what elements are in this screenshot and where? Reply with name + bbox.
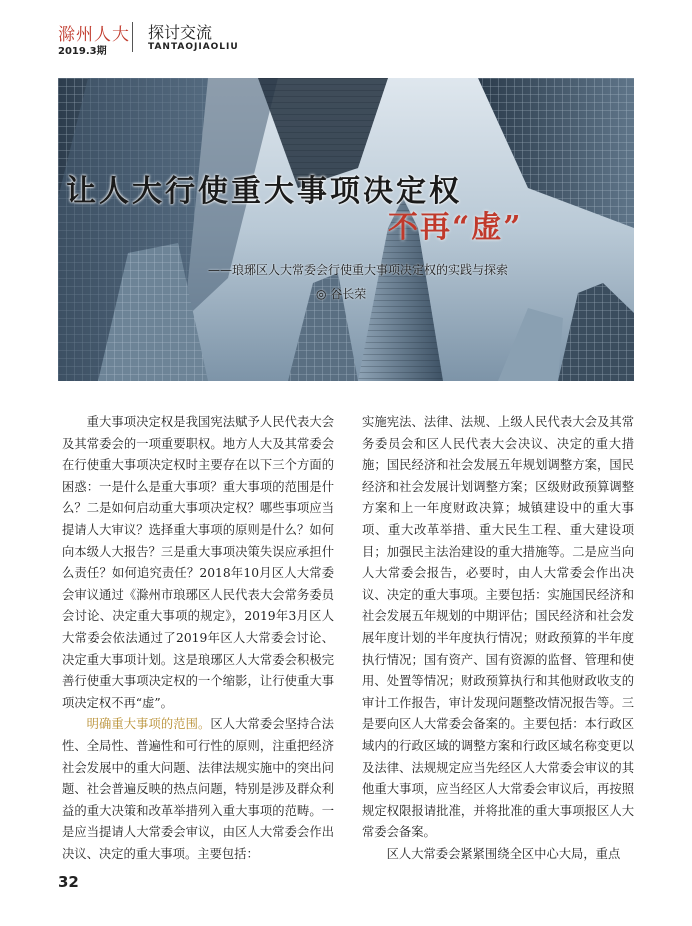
article-title: 让人大行使重大事项决定权 xyxy=(66,174,462,209)
paragraph: 区人大常委会紧紧围绕全区中心大局，重点 xyxy=(386,846,621,861)
highlight-lead: 明确重大事项的范围。 xyxy=(86,717,211,732)
section-pinyin: TANTAOJIAOLIU xyxy=(148,42,239,52)
hero-image xyxy=(58,78,634,381)
page-number: 32 xyxy=(58,873,79,891)
issue-label: 2019.3期 xyxy=(58,46,107,57)
skyscraper-illustration xyxy=(58,78,634,381)
paragraph xyxy=(62,714,334,865)
article-title-emphasis: 不再“虚” xyxy=(388,210,523,245)
left-column xyxy=(62,412,334,865)
right-column xyxy=(362,412,634,865)
paragraph-text: 区人大常委会坚持合法性、全局性、普遍性和可行性的原则，注重把经济社会发展中的重大问题、法律法规实施中的突出问题、社会普遍反映的热点问题，特别是涉及群众利益的重大决策和改革举措列入重大事项的范畴。一是应当提请人大常委会审议，由区人大常委会作出决议、决定的重大事项。主要包括： xyxy=(62,717,334,861)
paragraph: 重大事项决定权是我国宪法赋予人民代表大会及其常委会的一项重要职权。地方人大及其常委会在行使重大事项决定权时主要存在以下三个方面的困惑：一是什么是重大事项？重大事项的范围是什么？二是如何启动重大事项决定权？哪些事项应当提请人大审议？选择重大事项的原则是什么？如何向本级人大报告？三是重大事项决策失误应承担什么责任？如何追究责任？2018年10月区人大常委会审议通过《滁州市琅琊区人民代表大会常务委员会讨论、决定重大事项的规定》，2019年3月区人大常委会依法通过了2019年区人大常委会讨论、决定重大事项计划。这是琅琊区人大常委会积极完善行使重大事项决定权的一个缩影，让行使重大事项决定权不再“虚”。 xyxy=(62,415,334,710)
header-divider xyxy=(132,22,133,52)
section-title: 探讨交流 xyxy=(148,23,213,42)
article-subtitle: ——琅琊区人大常委会行使重大事项决定权的实践与探索 xyxy=(208,263,509,277)
paragraph: 实施宪法、法律、法规、上级人民代表大会及其常务委员会和区人民代表大会决议、决定的重大措施；国民经济和社会发展五年规划调整方案，国民经济和社会发展计划调整方案；区级财政预算调整方案和上一年度财政决算；城镇建设中的重大事项、重大改革举措、重大民生工程、重大建设项目；加强民主法治建设的重大措施等。二是应当向人大常委会报告，必要时，由人大常委会作出决议、决定的重大事项。主要包括：实施国民经济和社会发展五年规划的中期评估；国民经济和社会发展年度计划的半年度执行情况；财政预算的半年度执行情况；国有资产、国有资源的监督、管理和使用、处置等情况；财政预算执行和其他财政收支的审计工作报告，审计发现问题整改情况报告等。三是要向区人大常委会备案的。主要包括：本行政区域内的行政区域的调整方案和行政区域名称变更以及法律、法规规定应当先经区人大常委会审议的其他重大事项，应当经区人大常委会审议后，再按照规定权限报请批准，并将批准的重大事项报区人大常委会备案。 xyxy=(362,415,634,840)
page-header xyxy=(0,0,692,60)
magazine-brand: 滁州人大 xyxy=(58,25,130,45)
article-author: ◎ 谷长荣 xyxy=(316,287,367,301)
